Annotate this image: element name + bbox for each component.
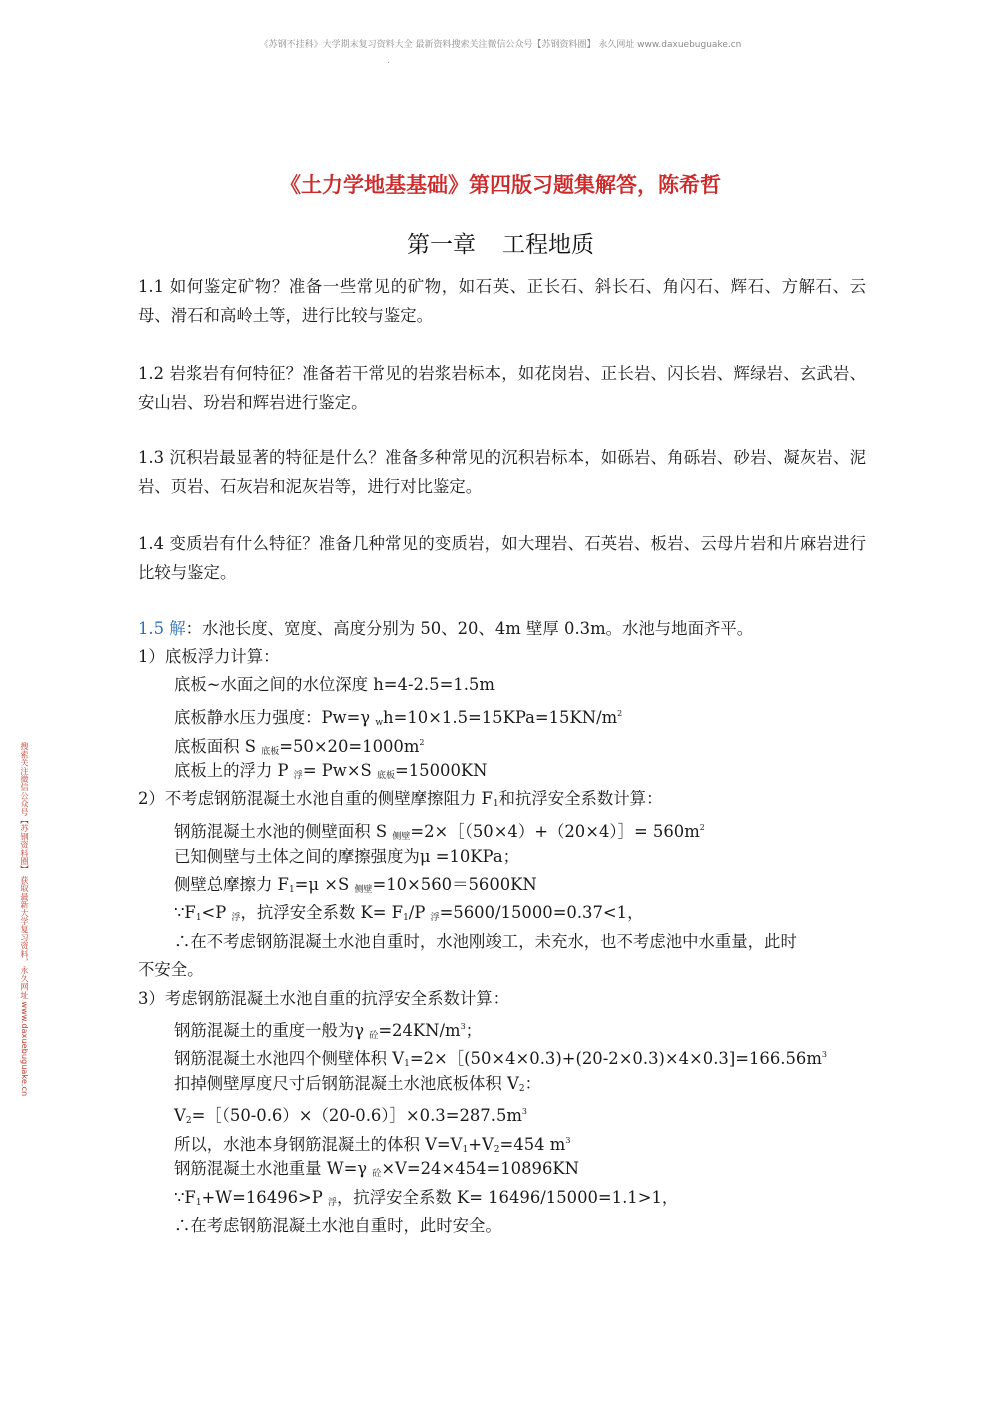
safety-factor-1-line: $\because F_1<P$ $_浮$，抗浮安全系数 $K= F_1/P$ $_浮$=5600/15000=0.37<1，	[174, 903, 644, 923]
total-friction-line: 侧壁总摩擦力 $F_1=\mu \times S$ $_{侧壁}$=10×560＝5600KN	[174, 875, 537, 895]
question-number: 1.1	[138, 277, 165, 296]
question-number: 1.4	[138, 534, 165, 553]
question-1-2	[138, 359, 866, 417]
question-number: 1.2	[138, 364, 165, 383]
question-text: 沉积岩最显著的特征是什么？准备多种常见的沉积岩标本，如砾岩、角砾岩、砂岩、凝灰岩、泥岩、页岩、石灰岩和泥灰岩等，进行对比鉴定。	[138, 448, 867, 496]
chapter-title	[0, 226, 1001, 259]
question-1-4	[138, 529, 866, 587]
wall-volume-line: 钢筋混凝土水池四个侧壁体积 $V_1=2\times[(50\times 4\times 0.3)+(20-2\times 0.3)\times 4\times 0.3]=166.56m^3$	[174, 1049, 827, 1069]
section-3-heading: 3）考虑钢筋混凝土水池自重的抗浮安全系数计算：	[138, 989, 510, 1008]
header-dot: .	[387, 56, 390, 66]
safety-factor-2-line: $\because F_1+W=16496>P$ $_浮$，抗浮安全系数 K= 16496/15000=1.1>1，	[174, 1188, 679, 1208]
question-text: 岩浆岩有何特征？准备若干常见的岩浆岩标本，如花岗岩、正长岩、闪长岩、辉绿岩、玄武岩、安山岩、玢岩和辉岩进行鉴定。	[138, 364, 867, 412]
total-volume-line: 所以，水池本身钢筋混凝土的体积 $V=V_1+V_2=454$ $m^3$	[174, 1135, 571, 1155]
concrete-weight-line: 钢筋混凝土的重度一般为γ $_砼=24KN/m^3$；	[174, 1021, 483, 1041]
buoyancy-line: 底板上的浮力 P $_浮$= Pw×S $_{底板}$=15000KN	[174, 761, 488, 781]
section-1-heading: 1）底板浮力计算：	[138, 647, 280, 666]
friction-strength-line: 已知侧壁与土体之间的摩擦强度为μ =10KPa；	[174, 847, 520, 866]
solution-label: 1.5 解	[138, 619, 186, 638]
chapter-name: 工程地质	[502, 232, 594, 258]
question-1-1	[138, 272, 866, 330]
question-text: 如何鉴定矿物？准备一些常见的矿物，如石英、正长石、斜长石、角闪石、辉石、方解石、云母、滑石和高岭土等，进行比较与鉴定。	[138, 277, 866, 325]
pool-weight-line: 钢筋混凝土水池重量 W=γ $_砼$×V=24×454=10896KN	[174, 1159, 579, 1179]
conclusion-2-line: ∴在考虑钢筋混凝土水池自重时，此时安全。	[174, 1216, 502, 1235]
header-watermark-note: 《苏钢不挂科》大学期末复习资料大全 最新资料搜索关注微信公众号【苏钢资料圈】 永久网址 www.daxuebuguake.cn	[259, 40, 742, 50]
side-wall-area-line: 钢筋混凝土水池的侧壁面积 S $_{侧壁}$=2×［（50×4）+（20×4）］= $560m^2$	[174, 822, 705, 842]
section-2-heading: 2）不考虑钢筋混凝土水池自重的侧壁摩擦阻力 $F_1$和抗浮安全系数计算：	[138, 789, 663, 809]
conclusion-1-line: ∴在不考虑钢筋混凝土水池自重时，水池刚竣工，未充水，也不考虑池中水重量，此时	[174, 932, 797, 951]
question-1-3	[138, 443, 866, 501]
question-number: 1.3	[138, 448, 165, 467]
base-area-line: 底板面积 S $_{底板}=50\times 20=1000m^2$	[174, 737, 425, 757]
question-text: 变质岩有什么特征？准备几种常见的变质岩，如大理岩、石英岩、板岩、云母片岩和片麻岩进行比较与鉴定。	[138, 534, 867, 582]
chapter-number: 第一章	[407, 232, 476, 258]
solution-intro: 1.5 解：水池长度、宽度、高度分别为 50、20、4m 壁厚 0.3m。水池与地面齐平。	[138, 619, 754, 638]
base-volume-heading: 扣掉侧壁厚度尺寸后钢筋混凝土水池底板体积 $V_2$：	[174, 1074, 541, 1094]
water-depth-line: 底板~水面之间的水位深度 h=4-2.5=1.5m	[174, 675, 495, 694]
conclusion-1-continued: 不安全。	[138, 960, 204, 979]
document-title: 《土力学地基基础》第四版习题集解答，陈希哲	[280, 172, 721, 197]
base-volume-line: $V_2=[(50-0.6)\times(20-0.6)]\times 0.3=287.5m^3$	[174, 1106, 528, 1126]
side-watermark-note: 搜索关注微信公众号【苏钢资料圈】 获取最新大学复习资料，永久网址 www.daxuebuguake.cn	[20, 742, 30, 1097]
static-pressure-line: 底板静水压力强度：Pw=γ $_wh=10\times 1.5=15KPa=15KN/m^2$	[174, 708, 623, 728]
